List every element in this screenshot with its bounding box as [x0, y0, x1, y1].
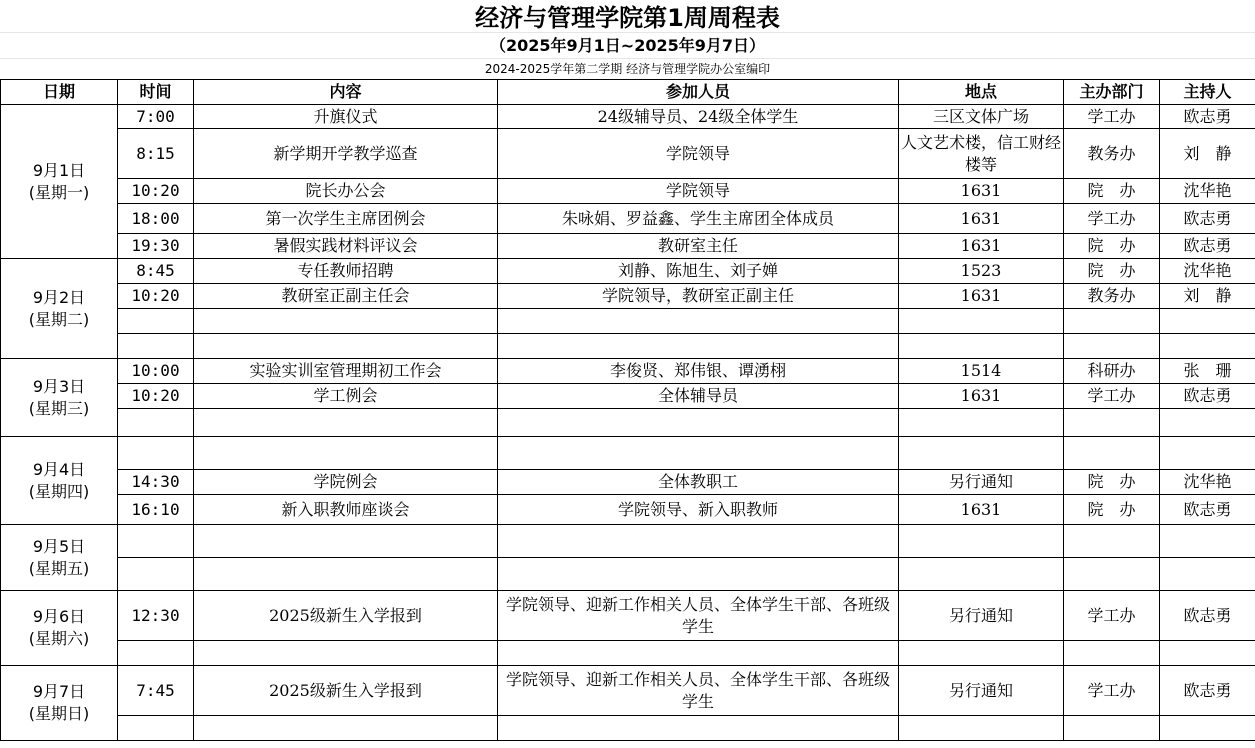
place-cell: 1631 — [899, 384, 1064, 409]
date-label: 9月7日 — [32, 682, 86, 701]
participants-cell: 教研室主任 — [498, 234, 899, 259]
date-cell — [1, 437, 118, 525]
schedule-table — [0, 79, 1255, 741]
time-cell — [118, 437, 194, 470]
date-cell — [1, 591, 118, 666]
participants-cell — [498, 309, 899, 334]
table-row — [1, 129, 1255, 179]
time-cell: 8:15 — [118, 129, 194, 179]
content-cell — [194, 641, 498, 666]
time-cell: 10:00 — [118, 359, 194, 384]
table-row — [1, 179, 1255, 204]
table-row — [1, 204, 1255, 234]
dept-cell — [1064, 409, 1160, 437]
date-cell — [1, 105, 118, 259]
header-row — [1, 80, 1255, 105]
schedule-body — [1, 105, 1255, 741]
dept-cell: 教务办 — [1064, 284, 1160, 309]
host-cell: 欧志勇 — [1160, 495, 1255, 525]
place-cell: 1631 — [899, 179, 1064, 204]
page-title: 经济与管理学院第1周周程表 — [475, 4, 780, 32]
content-cell: 暑假实践材料评议会 — [194, 234, 498, 259]
host-cell: 沈华艳 — [1160, 470, 1255, 495]
host-cell — [1160, 525, 1255, 558]
participants-cell — [498, 409, 899, 437]
table-row — [1, 470, 1255, 495]
weekday-label: (星期三) — [28, 398, 90, 418]
col-header-time: 时间 — [118, 80, 194, 105]
table-row — [1, 525, 1255, 558]
dept-cell: 学工办 — [1064, 204, 1160, 234]
date-label: 9月1日 — [32, 160, 86, 180]
content-cell — [194, 437, 498, 470]
time-cell — [118, 334, 194, 359]
table-row — [1, 334, 1255, 359]
time-cell: 10:20 — [118, 384, 194, 409]
dept-cell: 科研办 — [1064, 359, 1160, 384]
table-row — [1, 558, 1255, 591]
dept-cell: 院 办 — [1064, 179, 1160, 204]
host-cell — [1160, 437, 1255, 470]
host-cell — [1160, 409, 1255, 437]
host-cell — [1160, 641, 1255, 666]
participants-cell: 学院领导、新入职教师 — [498, 495, 899, 525]
weekday-label: (星期二) — [28, 309, 90, 329]
content-cell — [194, 558, 498, 591]
participants-cell: 全体教职工 — [498, 470, 899, 495]
place-cell: 1631 — [899, 234, 1064, 259]
participants-cell: 学院领导 — [498, 179, 899, 204]
content-cell: 升旗仪式 — [194, 105, 498, 129]
host-cell — [1160, 309, 1255, 334]
weekday-label: (星期四) — [28, 481, 90, 501]
time-cell — [118, 558, 194, 591]
host-cell: 张 珊 — [1160, 359, 1255, 384]
participants-cell — [498, 558, 899, 591]
participants-cell: 刘静、陈旭生、刘子婵 — [498, 259, 899, 284]
content-cell — [194, 409, 498, 437]
dept-cell: 院 办 — [1064, 259, 1160, 284]
date-cell — [1, 359, 118, 437]
place-cell — [899, 641, 1064, 666]
place-cell — [899, 716, 1064, 741]
place-cell: 三区文体广场 — [899, 105, 1064, 129]
time-cell: 18:00 — [118, 204, 194, 234]
time-cell: 10:20 — [118, 284, 194, 309]
time-cell — [118, 525, 194, 558]
dept-cell — [1064, 558, 1160, 591]
place-cell: 1631 — [899, 495, 1064, 525]
participants-cell: 学院领导、迎新工作相关人员、全体学生干部、各班级学生 — [498, 591, 899, 641]
weekday-label: (星期六) — [28, 629, 90, 648]
date-range-subtitle: （2025年9月1日~2025年9月7日） — [0, 32, 1255, 59]
table-row — [1, 384, 1255, 409]
content-cell — [194, 309, 498, 334]
weekday-label: (星期一) — [28, 182, 90, 202]
col-header-place: 地点 — [899, 80, 1064, 105]
place-cell — [899, 309, 1064, 334]
date-label: 9月6日 — [32, 607, 86, 626]
host-cell: 欧志勇 — [1160, 666, 1255, 716]
content-cell — [194, 716, 498, 741]
time-cell: 7:00 — [118, 105, 194, 129]
table-row — [1, 359, 1255, 384]
participants-cell: 学院领导 — [498, 129, 899, 179]
time-cell: 16:10 — [118, 495, 194, 525]
place-cell — [899, 525, 1064, 558]
dept-cell — [1064, 309, 1160, 334]
participants-cell: 朱咏娟、罗益鑫、学生主席团全体成员 — [498, 204, 899, 234]
table-row — [1, 591, 1255, 641]
host-cell: 刘 静 — [1160, 284, 1255, 309]
table-row — [1, 437, 1255, 470]
content-cell: 院长办公会 — [194, 179, 498, 204]
host-cell: 欧志勇 — [1160, 384, 1255, 409]
dept-cell — [1064, 716, 1160, 741]
host-cell: 沈华艳 — [1160, 259, 1255, 284]
dept-cell — [1064, 437, 1160, 470]
dept-cell: 学工办 — [1064, 591, 1160, 641]
table-row — [1, 234, 1255, 259]
content-cell: 专任教师招聘 — [194, 259, 498, 284]
dept-cell: 院 办 — [1064, 495, 1160, 525]
compiler-note: 2024-2025学年第二学期 经济与管理学院办公室编印 — [0, 58, 1255, 79]
date-label: 9月3日 — [32, 376, 86, 396]
date-cell — [1, 259, 118, 359]
time-cell: 10:20 — [118, 179, 194, 204]
dept-cell — [1064, 525, 1160, 558]
place-cell — [899, 409, 1064, 437]
participants-cell: 李俊贤、郑伟银、谭湧栩 — [498, 359, 899, 384]
place-cell: 另行通知 — [899, 666, 1064, 716]
time-cell — [118, 716, 194, 741]
time-cell: 7:45 — [118, 666, 194, 716]
time-cell — [118, 409, 194, 437]
table-row — [1, 259, 1255, 284]
place-cell: 1631 — [899, 284, 1064, 309]
table-row — [1, 284, 1255, 309]
table-row — [1, 641, 1255, 666]
col-header-content: 内容 — [194, 80, 498, 105]
place-cell: 1523 — [899, 259, 1064, 284]
time-cell — [118, 641, 194, 666]
content-cell: 第一次学生主席团例会 — [194, 204, 498, 234]
content-cell — [194, 334, 498, 359]
place-cell: 1631 — [899, 204, 1064, 234]
weekday-label: (星期五) — [28, 558, 90, 578]
host-cell — [1160, 558, 1255, 591]
time-cell: 12:30 — [118, 591, 194, 641]
dept-cell: 院 办 — [1064, 234, 1160, 259]
host-cell — [1160, 334, 1255, 359]
date-cell — [1, 666, 118, 741]
host-cell: 欧志勇 — [1160, 234, 1255, 259]
weekday-label: (星期日) — [28, 704, 90, 723]
participants-cell — [498, 641, 899, 666]
dept-cell: 学工办 — [1064, 105, 1160, 129]
table-row — [1, 309, 1255, 334]
time-cell: 8:45 — [118, 259, 194, 284]
participants-cell — [498, 716, 899, 741]
participants-cell — [498, 525, 899, 558]
host-cell: 欧志勇 — [1160, 105, 1255, 129]
content-cell: 2025级新生入学报到 — [194, 591, 498, 641]
table-row — [1, 716, 1255, 741]
dept-cell: 院 办 — [1064, 470, 1160, 495]
date-label: 9月5日 — [32, 536, 86, 556]
place-cell — [899, 334, 1064, 359]
date-label: 9月2日 — [32, 287, 86, 307]
host-cell: 刘 静 — [1160, 129, 1255, 179]
content-cell: 学院例会 — [194, 470, 498, 495]
place-cell — [899, 437, 1064, 470]
dept-cell: 教务办 — [1064, 129, 1160, 179]
table-row — [1, 495, 1255, 525]
participants-cell: 学院领导、迎新工作相关人员、全体学生干部、各班级学生 — [498, 666, 899, 716]
place-cell: 另行通知 — [899, 470, 1064, 495]
content-cell: 学工例会 — [194, 384, 498, 409]
place-cell: 1514 — [899, 359, 1064, 384]
participants-cell: 学院领导，教研室正副主任 — [498, 284, 899, 309]
content-cell: 教研室正副主任会 — [194, 284, 498, 309]
col-header-date: 日期 — [1, 80, 118, 105]
host-cell — [1160, 716, 1255, 741]
content-cell: 新学期开学教学巡查 — [194, 129, 498, 179]
time-cell: 14:30 — [118, 470, 194, 495]
col-header-dept: 主办部门 — [1064, 80, 1160, 105]
host-cell: 沈华艳 — [1160, 179, 1255, 204]
place-cell — [899, 558, 1064, 591]
content-cell: 2025级新生入学报到 — [194, 666, 498, 716]
participants-cell — [498, 334, 899, 359]
date-cell — [1, 525, 118, 591]
table-row — [1, 105, 1255, 129]
time-cell — [118, 309, 194, 334]
table-row — [1, 666, 1255, 716]
participants-cell: 全体辅导员 — [498, 384, 899, 409]
dept-cell — [1064, 334, 1160, 359]
dept-cell — [1064, 641, 1160, 666]
dept-cell: 学工办 — [1064, 384, 1160, 409]
content-cell — [194, 525, 498, 558]
host-cell: 欧志勇 — [1160, 591, 1255, 641]
content-cell: 实验实训室管理期初工作会 — [194, 359, 498, 384]
content-cell: 新入职教师座谈会 — [194, 495, 498, 525]
time-cell: 19:30 — [118, 234, 194, 259]
col-header-host: 主持人 — [1160, 80, 1255, 105]
participants-cell — [498, 437, 899, 470]
date-label: 9月4日 — [32, 459, 86, 479]
dept-cell: 学工办 — [1064, 666, 1160, 716]
participants-cell: 24级辅导员、24级全体学生 — [498, 105, 899, 129]
table-row — [1, 409, 1255, 437]
host-cell: 欧志勇 — [1160, 204, 1255, 234]
place-cell: 另行通知 — [899, 591, 1064, 641]
place-cell: 人文艺术楼，信工财经楼等 — [899, 129, 1064, 179]
col-header-participants: 参加人员 — [498, 80, 899, 105]
